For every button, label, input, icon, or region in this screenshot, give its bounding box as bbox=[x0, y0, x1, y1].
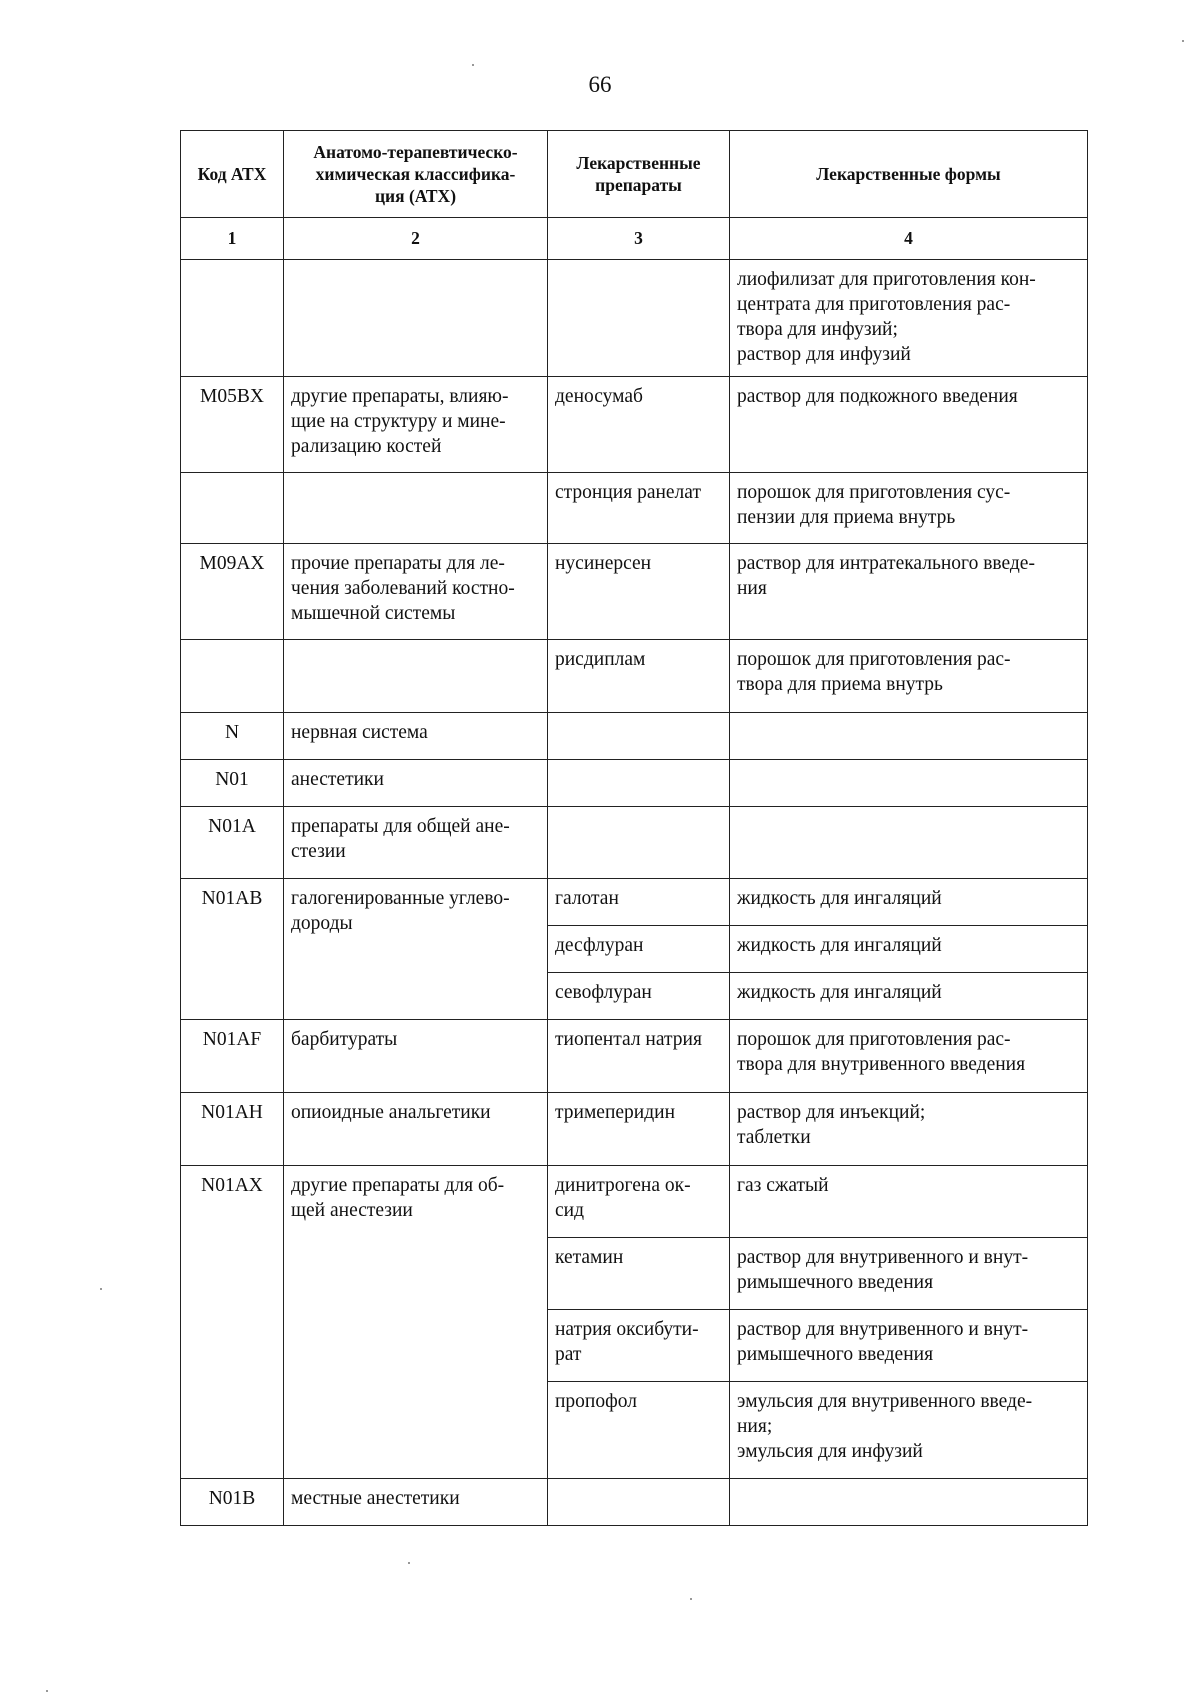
table-row bbox=[181, 1020, 1088, 1093]
atx-code-cell: N bbox=[181, 713, 284, 760]
drug-cell bbox=[548, 760, 730, 807]
dosage-form-cell bbox=[730, 1479, 1088, 1526]
drug-cell bbox=[548, 807, 730, 879]
table-row bbox=[181, 807, 1088, 879]
atx-code-cell: N01A bbox=[181, 807, 284, 879]
drug-cell: динитрогена ок- сид bbox=[548, 1166, 730, 1238]
drug-cell bbox=[548, 1479, 730, 1526]
table-row bbox=[181, 473, 1088, 544]
dosage-form-cell bbox=[730, 713, 1088, 760]
scan-speck bbox=[408, 1562, 410, 1564]
drug-cell: деносумаб bbox=[548, 377, 730, 473]
table-row bbox=[181, 377, 1088, 473]
atx-code-cell bbox=[181, 640, 284, 713]
drug-cell: натрия оксибути- рат bbox=[548, 1310, 730, 1382]
drug-cell: десфлуран bbox=[548, 926, 730, 973]
atx-code-cell: N01 bbox=[181, 760, 284, 807]
atx-code-cell bbox=[181, 473, 284, 544]
atx-code-cell: M09AX bbox=[181, 544, 284, 640]
dosage-form-cell: раствор для внутривенного и внут- римышечного введения bbox=[730, 1238, 1088, 1310]
drug-cell: рисдиплам bbox=[548, 640, 730, 713]
dosage-form-cell: порошок для приготовления сус- пензии для приема внутрь bbox=[730, 473, 1088, 544]
drug-cell: пропофол bbox=[548, 1382, 730, 1479]
column-number-row bbox=[181, 218, 1088, 260]
drug-cell: тримеперидин bbox=[548, 1093, 730, 1166]
drug-cell: тиопентал натрия bbox=[548, 1020, 730, 1093]
column-number: 1 bbox=[181, 218, 284, 260]
scan-speck bbox=[100, 1288, 102, 1290]
atx-code-cell: N01AF bbox=[181, 1020, 284, 1093]
dosage-form-cell: лиофилизат для приготовления кон- центрата для приготовления рас- твора для инфузий; раствор для инфузий bbox=[730, 260, 1088, 377]
table-row bbox=[181, 1479, 1088, 1526]
header-dosage-forms: Лекарственные формы bbox=[730, 131, 1088, 218]
atx-code-cell bbox=[181, 260, 284, 377]
classification-cell: прочие препараты для ле- чения заболеваний костно- мышечной системы bbox=[284, 544, 548, 640]
drug-cell: кетамин bbox=[548, 1238, 730, 1310]
column-number: 2 bbox=[284, 218, 548, 260]
drug-cell: нусинерсен bbox=[548, 544, 730, 640]
header-atx-code: Код АТХ bbox=[181, 131, 284, 218]
dosage-form-cell: жидкость для ингаляций bbox=[730, 926, 1088, 973]
table-row bbox=[181, 713, 1088, 760]
scan-speck bbox=[1182, 40, 1184, 42]
column-number: 3 bbox=[548, 218, 730, 260]
drug-cell: галотан bbox=[548, 879, 730, 926]
classification-cell: нервная система bbox=[284, 713, 548, 760]
classification-cell: другие препараты для об- щей анестезии bbox=[284, 1166, 548, 1479]
table-row bbox=[181, 260, 1088, 377]
table-row bbox=[181, 640, 1088, 713]
classification-cell bbox=[284, 473, 548, 544]
table-header-row bbox=[181, 131, 1088, 218]
drug-cell: стронция ранелат bbox=[548, 473, 730, 544]
dosage-form-cell: раствор для внутривенного и внут- римышечного введения bbox=[730, 1310, 1088, 1382]
atx-code-cell: N01AH bbox=[181, 1093, 284, 1166]
dosage-form-cell bbox=[730, 807, 1088, 879]
classification-cell: опиоидные анальгетики bbox=[284, 1093, 548, 1166]
dosage-form-cell: порошок для приготовления рас- твора для внутривенного введения bbox=[730, 1020, 1088, 1093]
drug-cell: севофлуран bbox=[548, 973, 730, 1020]
scan-speck bbox=[46, 1690, 48, 1692]
classification-cell: анестетики bbox=[284, 760, 548, 807]
classification-cell: местные анестетики bbox=[284, 1479, 548, 1526]
dosage-form-cell: порошок для приготовления рас- твора для приема внутрь bbox=[730, 640, 1088, 713]
atx-code-cell: N01AB bbox=[181, 879, 284, 1020]
classification-cell: другие препараты, влияю- щие на структуру и мине- рализацию костей bbox=[284, 377, 548, 473]
atx-table bbox=[180, 130, 1088, 1526]
table-row bbox=[181, 1166, 1088, 1238]
atx-code-cell: M05BX bbox=[181, 377, 284, 473]
header-atx-classification: Анатомо-терапевтическо- химическая классифика- ция (АТХ) bbox=[284, 131, 548, 218]
header-drugs: Лекарственные препараты bbox=[548, 131, 730, 218]
classification-cell bbox=[284, 640, 548, 713]
dosage-form-cell: газ сжатый bbox=[730, 1166, 1088, 1238]
table-row bbox=[181, 760, 1088, 807]
atx-code-cell: N01B bbox=[181, 1479, 284, 1526]
dosage-form-cell: раствор для инъекций; таблетки bbox=[730, 1093, 1088, 1166]
dosage-form-cell: раствор для интратекального введе- ния bbox=[730, 544, 1088, 640]
classification-cell: препараты для общей ане- стезии bbox=[284, 807, 548, 879]
table-row bbox=[181, 1093, 1088, 1166]
scan-speck bbox=[472, 64, 474, 66]
dosage-form-cell: раствор для подкожного введения bbox=[730, 377, 1088, 473]
classification-cell: галогенированные углево- дороды bbox=[284, 879, 548, 1020]
dosage-form-cell: эмульсия для внутривенного введе- ния; эмульсия для инфузий bbox=[730, 1382, 1088, 1479]
scan-speck bbox=[690, 1598, 692, 1600]
page-number: 66 bbox=[588, 72, 612, 97]
dosage-form-cell: жидкость для ингаляций bbox=[730, 973, 1088, 1020]
drug-cell bbox=[548, 713, 730, 760]
dosage-form-cell: жидкость для ингаляций bbox=[730, 879, 1088, 926]
table-row bbox=[181, 879, 1088, 926]
dosage-form-cell bbox=[730, 760, 1088, 807]
classification-cell bbox=[284, 260, 548, 377]
atx-code-cell: N01AX bbox=[181, 1166, 284, 1479]
drug-cell bbox=[548, 260, 730, 377]
table-row bbox=[181, 544, 1088, 640]
column-number: 4 bbox=[730, 218, 1088, 260]
classification-cell: барбитураты bbox=[284, 1020, 548, 1093]
